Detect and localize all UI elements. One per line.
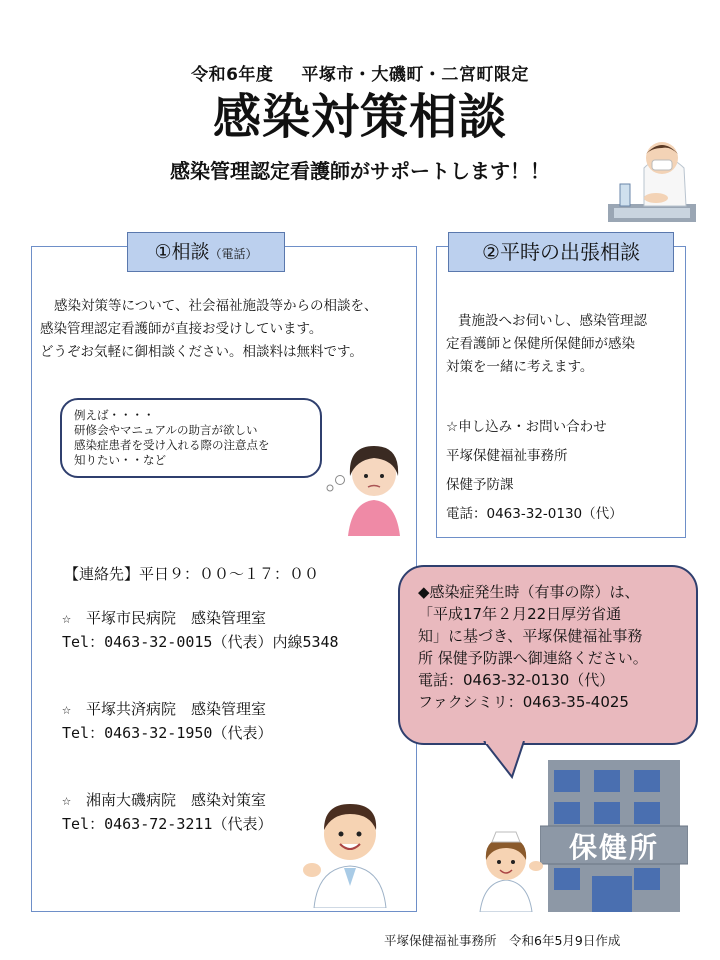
- example-line: 感染症患者を受け入れる際の注意点を: [74, 438, 270, 452]
- nurse-pointing-illustration: [470, 826, 550, 912]
- consult-tab: [127, 232, 285, 272]
- footer-credit: 平塚保健福祉事務所 令和6年5月9日作成: [384, 933, 621, 948]
- visit-intro-line: 定看護師と保健所保健師が感染: [446, 336, 635, 352]
- contact-heading: 【連絡先】平日９：００～１７：００: [64, 565, 320, 583]
- bubble-tail: [482, 741, 526, 779]
- notice-line: 「平成17年２月22日厚労省通: [418, 605, 622, 623]
- consult-intro-line: どうぞお気軽に御相談ください。相談料は無料です。: [40, 344, 363, 360]
- visit-tab: ②平時の出張相談: [448, 232, 674, 272]
- hospital-name: ☆ 平塚市民病院 感染管理室: [62, 609, 267, 627]
- consult-intro: [40, 295, 410, 364]
- notice-line: 所 保健予防課へ御連絡ください。: [418, 649, 648, 667]
- hospital-tel: Tel：0463-32-0015（代表）内線5348: [62, 633, 339, 651]
- hospital-tel: Tel：0463-72-3211（代表）: [62, 815, 273, 833]
- hospital-tel: Tel：0463-32-1950（代表）: [62, 724, 273, 742]
- example-line: 研修会やマニュアルの助言が欲しい: [74, 423, 258, 437]
- notice-line: 電話：0463-32-0130（代）: [418, 671, 615, 689]
- consult-tab-note: （電話）: [209, 247, 258, 261]
- example-line: 知りたい・・など: [74, 453, 166, 467]
- visit-contact-line: 平塚保健福祉事務所: [446, 448, 568, 464]
- hospital-name: ☆ 湘南大磯病院 感染対策室: [62, 791, 267, 809]
- hospital-2: [62, 697, 272, 745]
- visit-intro-line: 貴施設へお伺いし、感染管理認: [458, 313, 647, 329]
- consult-tab-label: ①相談: [154, 241, 210, 263]
- visit-contact-line: 電話：0463-32-0130（代）: [446, 506, 623, 522]
- example-bubble: [60, 398, 322, 478]
- header-subtitle: [0, 60, 720, 85]
- notice-line: ファクシミリ：0463-35-4025: [418, 693, 629, 711]
- visit-contact: [446, 413, 680, 529]
- thinking-woman-illustration: [322, 432, 408, 536]
- page-title: 感染対策相談: [212, 89, 507, 145]
- emergency-notice-bubble: [398, 565, 698, 745]
- visit-intro-line: 対策を一緒に考えます。: [446, 359, 594, 375]
- notice-line: 知」に基づき、平塚保健福祉事務: [418, 627, 643, 645]
- building-sign: 保健所: [568, 831, 659, 864]
- consult-intro-line: 感染対策等について、社会福祉施設等からの相談を、: [54, 298, 378, 314]
- hospital-3: [62, 788, 272, 836]
- hospital-name: ☆ 平塚共済病院 感染管理室: [62, 700, 267, 718]
- page-tagline: 感染管理認定看護師がサポートします！！: [170, 159, 550, 183]
- hospital-1: [62, 606, 339, 654]
- visit-intro: [446, 310, 680, 379]
- consult-intro-line: 感染管理認定看護師が直接お受けしています。: [40, 321, 323, 337]
- visit-contact-line: ☆申し込み・お問い合わせ: [446, 419, 607, 435]
- fiscal-year: 令和6年度: [191, 65, 274, 85]
- doctor-illustration: [300, 790, 392, 908]
- visit-contact-line: 保健予防課: [446, 477, 514, 493]
- example-line: 例えば・・・・: [74, 408, 155, 422]
- nurse-handwashing-illustration: [604, 128, 700, 228]
- target-area: 平塚市・大磯町・二宮町限定: [301, 65, 529, 85]
- notice-line: ◆感染症発生時（有事の際）は、: [418, 583, 640, 601]
